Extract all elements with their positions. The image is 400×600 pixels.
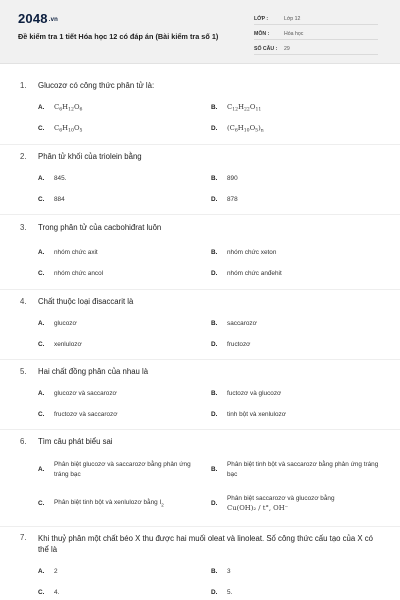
question-4 <box>0 290 400 360</box>
document-title: Đề kiểm tra 1 tiết Hóa học 12 có đáp án (Bài kiểm tra số 1) <box>18 32 219 41</box>
question-number: 1. <box>20 81 27 90</box>
meta-value: Hóa học <box>284 31 304 37</box>
option-text: 878 <box>227 196 238 203</box>
option-text: Phân biệt glucozơ và saccarozơ bằng phản ứng tráng bạc <box>54 461 191 478</box>
option-text: 5. <box>227 589 233 596</box>
site-logo[interactable] <box>18 11 58 26</box>
option-letter: D. <box>211 411 218 419</box>
option-letter: B. <box>211 249 218 257</box>
question-number: 6. <box>20 437 27 446</box>
option-c[interactable] <box>38 269 206 279</box>
option-text: Phân biệt saccarozơ và glucozơ bằng Cu(OH)₂ / t°, OH⁻ <box>227 495 335 512</box>
option-letter: A. <box>38 104 45 112</box>
option-d[interactable] <box>211 124 381 134</box>
option-letter: C. <box>38 125 45 133</box>
question-stem <box>20 297 133 306</box>
question-text: Chất thuộc loại đisaccarit là <box>38 297 134 306</box>
option-letter: B. <box>211 390 218 398</box>
question-text: Glucozơ có công thức phân tử là: <box>38 81 155 90</box>
question-text: Tìm câu phát biểu sai <box>38 437 113 446</box>
option-text: tinh bột và xenlulozơ <box>227 411 286 418</box>
option-text: fructozơ <box>227 341 251 348</box>
logo-brand: 2048 <box>18 11 48 26</box>
question-number: 7. <box>20 533 27 542</box>
option-text: 3 <box>227 568 231 575</box>
option-letter: B. <box>211 568 218 576</box>
option-d[interactable] <box>211 494 381 513</box>
option-letter: D. <box>211 589 218 597</box>
option-letter: B. <box>211 320 218 328</box>
question-text: Hai chất đồng phân của nhau là <box>38 367 149 376</box>
option-d[interactable] <box>211 195 381 205</box>
question-text: Khi thuỷ phân một chất béo X thu được hai muối oleat và linoleat. Số công thức cấu tạo của X có thể là <box>38 534 373 554</box>
question-number: 2. <box>20 152 27 161</box>
logo-tld: .vn <box>48 16 59 23</box>
option-text: nhóm chức anđehit <box>227 270 282 277</box>
option-letter: D. <box>211 196 218 204</box>
question-text: Phân tử khối của triolein bằng <box>38 152 142 161</box>
option-d[interactable] <box>211 588 381 598</box>
option-text: fuctozơ và glucozơ <box>227 390 282 397</box>
option-text: glucozơ <box>54 320 77 327</box>
option-text: nhóm chức xeton <box>227 249 277 256</box>
option-letter: C. <box>38 500 45 508</box>
question-stem <box>20 223 161 232</box>
question-7 <box>0 527 400 600</box>
question-1 <box>0 74 400 145</box>
meta-subject <box>254 29 378 40</box>
option-formula: $C_6H_{10}O_5$ <box>54 124 83 134</box>
option-d[interactable] <box>211 269 381 279</box>
option-letter: C. <box>38 270 45 278</box>
question-6 <box>0 430 400 527</box>
option-b[interactable] <box>211 248 381 258</box>
option-letter: A. <box>38 175 45 183</box>
option-letter: B. <box>211 175 218 183</box>
option-a[interactable] <box>38 460 206 479</box>
option-text: 845. <box>54 175 67 182</box>
option-text: fructozơ và saccarozơ <box>54 411 118 418</box>
option-letter: C. <box>38 411 45 419</box>
meta-class <box>254 14 378 25</box>
option-letter: B. <box>211 466 218 473</box>
option-text: Phân biệt tinh bột và saccarozơ bằng phản ứng tráng bạc <box>227 461 379 478</box>
option-a[interactable] <box>38 103 206 113</box>
option-letter: A. <box>38 568 45 576</box>
meta-value: Lớp 12 <box>284 16 301 22</box>
option-text: Phân biệt tinh bột và xenlulozơ bằng $I_2$ <box>54 499 164 508</box>
option-b[interactable] <box>211 460 381 479</box>
question-stem <box>20 437 113 446</box>
option-formula: $C_6H_{12}O_6$ <box>54 103 83 113</box>
option-letter: D. <box>211 270 218 278</box>
option-text: 884 <box>54 196 65 203</box>
option-d[interactable] <box>211 410 381 420</box>
option-letter: D. <box>211 125 218 133</box>
option-a[interactable] <box>38 319 206 329</box>
meta-value: 29 <box>284 46 290 52</box>
option-letter: A. <box>38 466 45 473</box>
meta-label: MÔN : <box>254 31 270 37</box>
option-formula: $(C_6H_{10}O_5)_n$ <box>227 124 264 134</box>
option-text: glucozơ và saccarozơ <box>54 390 117 397</box>
meta-count <box>254 44 378 55</box>
question-stem <box>20 152 142 161</box>
option-letter: D. <box>211 341 218 349</box>
question-5 <box>0 360 400 430</box>
question-number: 3. <box>20 223 27 232</box>
question-2 <box>0 145 400 215</box>
option-b[interactable] <box>211 319 381 329</box>
option-text: 4. <box>54 589 60 596</box>
option-letter: D. <box>211 500 218 507</box>
question-text: Trong phân tử của cacbohiđrat luôn <box>38 223 162 232</box>
option-letter: C. <box>38 589 45 597</box>
option-c[interactable] <box>38 195 206 205</box>
option-letter: A. <box>38 390 45 398</box>
option-formula: Cu(OH)₂ / t°, OH⁻ <box>227 503 289 512</box>
option-text: nhóm chức ancol <box>54 270 104 277</box>
option-c[interactable] <box>38 124 206 134</box>
question-stem <box>20 367 148 376</box>
meta-label: LỚP : <box>254 16 269 22</box>
option-text: saccarozơ <box>227 320 257 327</box>
option-text: 890 <box>227 175 238 182</box>
option-letter: A. <box>38 320 45 328</box>
option-text: 2 <box>54 568 58 575</box>
question-number: 4. <box>20 297 27 306</box>
option-a[interactable] <box>38 248 206 258</box>
option-c[interactable] <box>38 588 206 598</box>
option-c[interactable] <box>38 410 206 420</box>
option-d[interactable] <box>211 340 381 350</box>
option-text: nhóm chức axit <box>54 249 98 256</box>
option-b[interactable] <box>211 567 381 577</box>
option-c[interactable] <box>38 498 206 510</box>
question-3 <box>0 215 400 290</box>
option-letter: A. <box>38 249 45 257</box>
option-b[interactable] <box>211 174 381 184</box>
option-text: xenlulozơ <box>54 341 82 348</box>
question-stem <box>20 81 154 90</box>
page-header <box>0 0 400 64</box>
option-a[interactable] <box>38 174 206 184</box>
option-a[interactable] <box>38 567 206 577</box>
option-letter: C. <box>38 196 45 204</box>
option-c[interactable] <box>38 340 206 350</box>
option-b[interactable] <box>211 103 381 113</box>
option-letter: C. <box>38 341 45 349</box>
question-number: 5. <box>20 367 27 376</box>
meta-label: SỐ CÂU : <box>254 46 278 52</box>
option-a[interactable] <box>38 389 206 399</box>
option-b[interactable] <box>211 389 381 399</box>
option-letter: B. <box>211 104 218 112</box>
option-formula: $C_{12}H_{22}O_{11}$ <box>227 103 262 113</box>
